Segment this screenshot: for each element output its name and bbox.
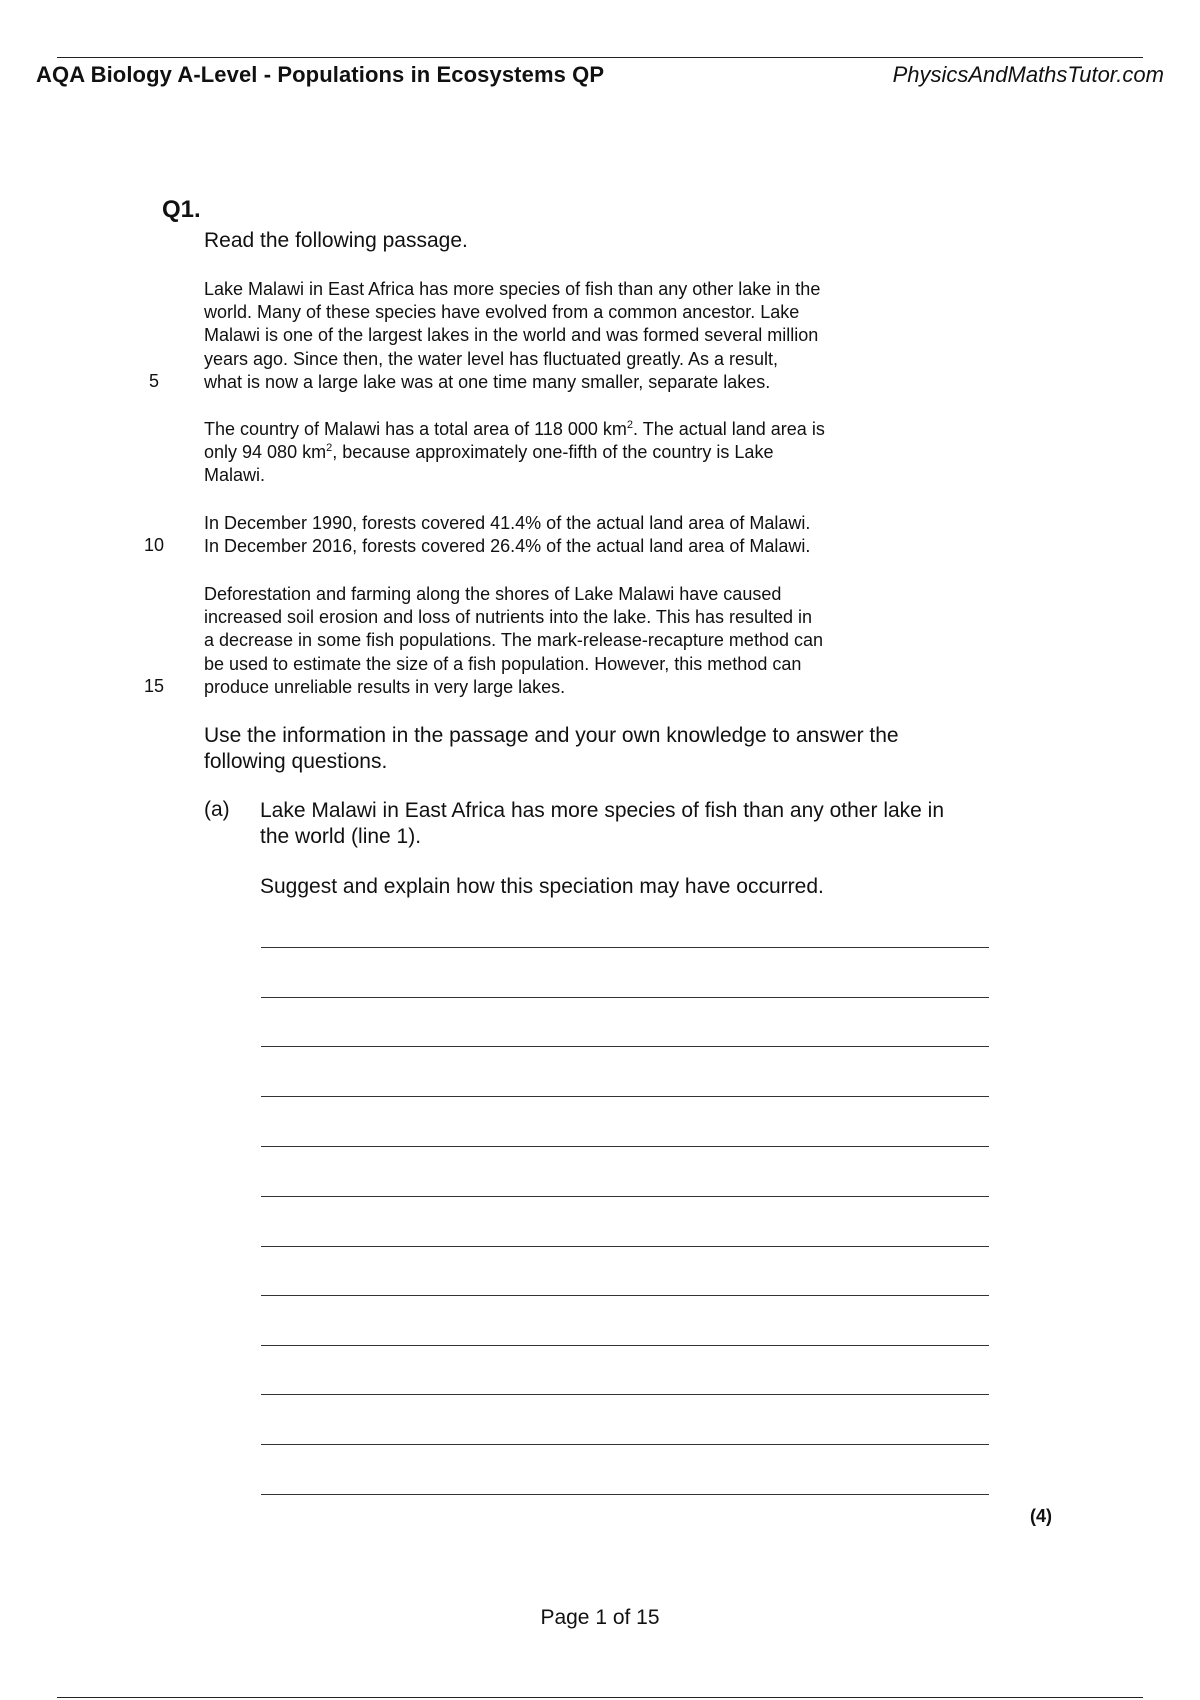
part-a-text: Lake Malawi in East Africa has more species of fish than any other lake in the world (line 1). <box>260 799 945 848</box>
superscript: 2 <box>326 442 333 455</box>
passage-line: The country of Malawi has a total area of 118 000 $km^2$. The actual land area is <box>204 419 825 439</box>
answer-line-8[interactable] <box>261 1295 989 1296</box>
line-number-15: 15 <box>143 676 165 696</box>
answer-line-6[interactable] <box>261 1196 989 1197</box>
answer-line-9[interactable] <box>261 1345 989 1346</box>
site-name: PhysicsAndMathsTutor.com <box>892 62 1164 87</box>
passage-line: In December 2016, forests covered 26.4% of the actual land area of Malawi. <box>204 536 811 557</box>
part-a-label: (a) <box>204 798 230 821</box>
answer-line-1[interactable] <box>261 947 989 948</box>
page-number: Page 1 of 15 <box>540 1606 660 1629</box>
passage-line: produce unreliable results in very large lakes. <box>204 676 566 697</box>
document-title: AQA Biology A-Level - Populations in Ecosystems QP <box>36 62 605 87</box>
passage-line: Lake Malawi in East Africa has more species of fish than any other lake in the <box>204 279 821 299</box>
passage-line: Deforestation and farming along the shores of Lake Malawi have caused <box>204 584 782 604</box>
question-instruction: Use the information in the passage and your own knowledge to answer the following questions. <box>204 724 899 773</box>
passage-line: what is now a large lake was at one time many smaller, separate lakes. <box>204 371 771 392</box>
passage-paragraph-1 <box>204 278 924 394</box>
passage-line: a decrease in some fish populations. The mark-release-recapture method can <box>204 630 823 651</box>
line-number-10: 10 <box>143 535 165 555</box>
passage-line: world. Many of these species have evolved from a common ancestor. Lake <box>204 302 800 323</box>
answer-line-11[interactable] <box>261 1444 989 1445</box>
answer-line-2[interactable] <box>261 997 989 998</box>
passage-line: Malawi is one of the largest lakes in the world and was formed several million <box>204 325 819 346</box>
question-intro: Read the following passage. <box>204 229 468 252</box>
footer-rule <box>57 1697 1143 1698</box>
answer-line-7[interactable] <box>261 1246 989 1247</box>
answer-line-4[interactable] <box>261 1096 989 1097</box>
answer-line-12[interactable] <box>261 1494 989 1495</box>
question-number: Q1. <box>162 196 201 223</box>
passage-paragraph-4 <box>204 583 924 699</box>
header-rule <box>57 57 1143 58</box>
passage-paragraph-2 <box>204 418 924 488</box>
superscript: 2 <box>626 419 634 431</box>
passage-line: Malawi. <box>204 465 266 486</box>
answer-line-5[interactable] <box>261 1146 989 1147</box>
marks-badge: (4) <box>1030 1506 1052 1526</box>
passage-line: be used to estimate the size of a fish population. However, this method can <box>204 653 802 674</box>
passage-paragraph-3 <box>204 512 924 558</box>
line-number-5: 5 <box>148 371 159 391</box>
passage-line: increased soil erosion and loss of nutrients into the lake. This has resulted in <box>204 607 813 628</box>
passage-line: only 94 080 $km^2$, because approximately one-fifth of the country is Lake <box>204 442 774 463</box>
passage-line: In December 1990, forests covered 41.4% of the actual land area of Malawi. <box>204 513 811 533</box>
passage-line: years ago. Since then, the water level has fluctuated greatly. As a result, <box>204 348 778 369</box>
part-a-prompt: Suggest and explain how this speciation may have occurred. <box>260 875 824 898</box>
answer-line-10[interactable] <box>261 1394 989 1395</box>
answer-line-3[interactable] <box>261 1046 989 1047</box>
